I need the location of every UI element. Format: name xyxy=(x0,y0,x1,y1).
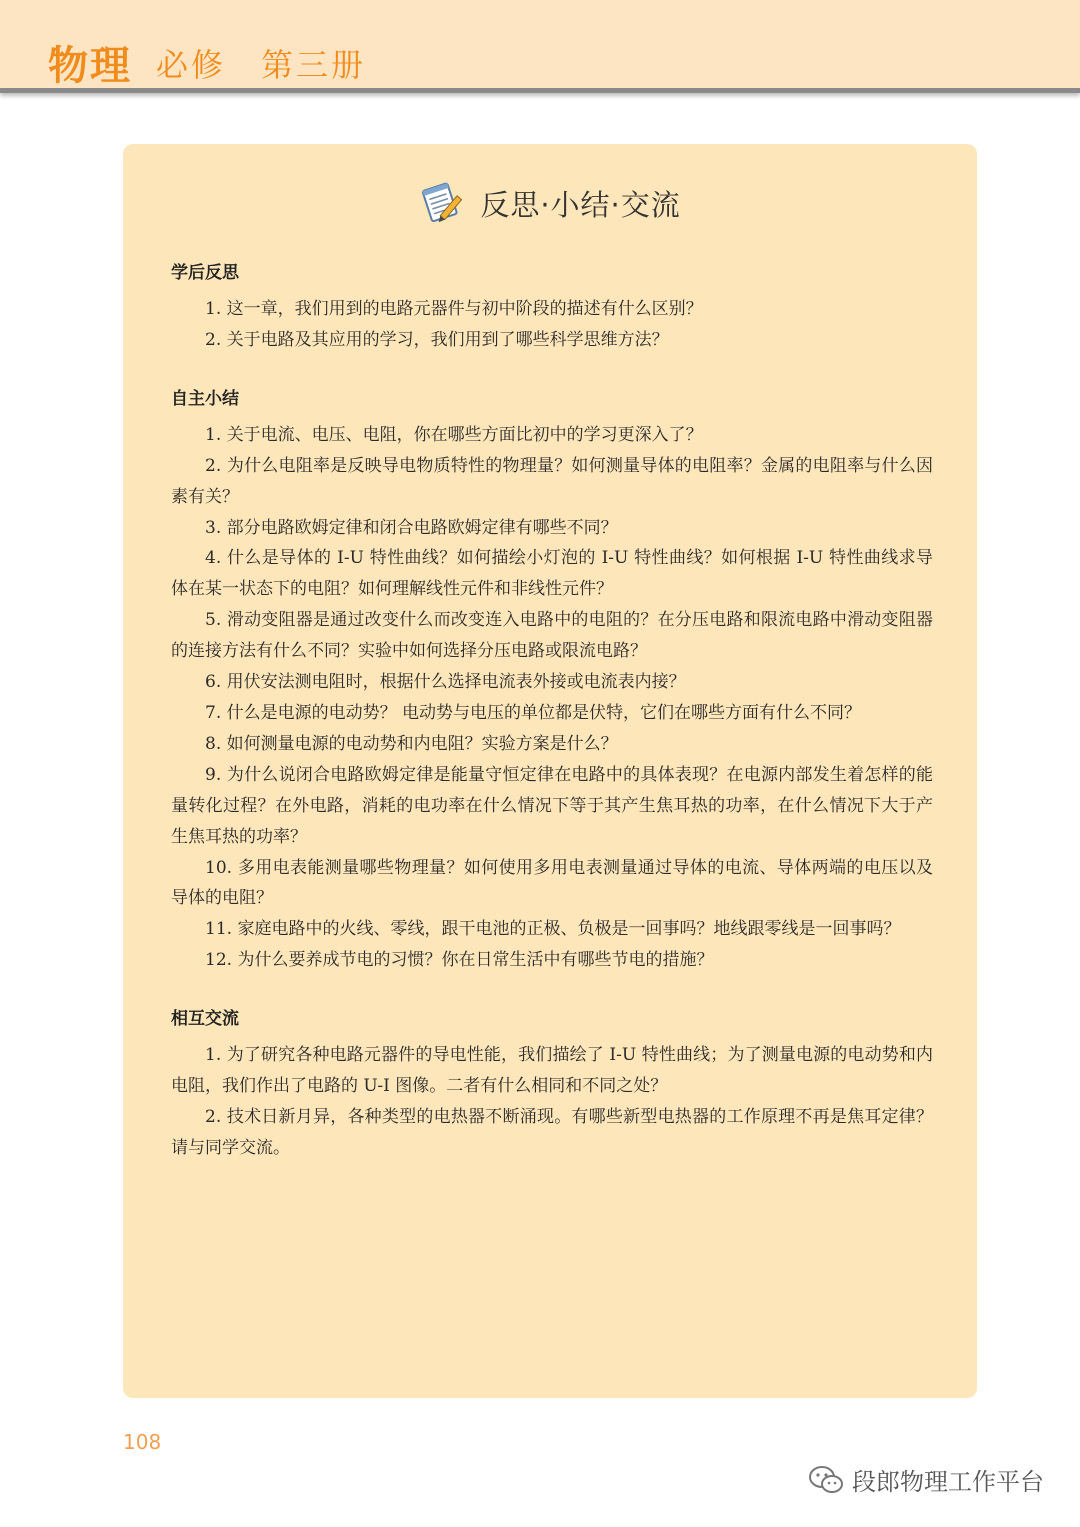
section-exchange xyxy=(171,1006,933,1164)
question-item: 3. 部分电路欧姆定律和闭合电路欧姆定律有哪些不同？ xyxy=(205,517,618,538)
volume-title: 必修 第三册 xyxy=(156,46,367,84)
section-title: 自主小结 xyxy=(171,388,239,409)
subject-title: 物理 xyxy=(48,43,132,89)
panel-title: 反思·小结·交流 xyxy=(480,187,681,222)
panel-title-row xyxy=(123,180,977,226)
watermark xyxy=(808,1462,1044,1497)
question-item: 7. 什么是电源的电动势？ 电动势与电压的单位都是伏特，它们在哪些方面有什么不同？ xyxy=(205,702,862,723)
question-item: 1. 关于电流、电压、电阻，你在哪些方面比初中的学习更深入了？ xyxy=(205,424,703,445)
question-item: 4. 什么是导体的 I-U 特性曲线？如何描绘小灯泡的 I-U 特性曲线？如何根据 I-U 特性曲线求导体在某一状态下的电阻？如何理解线性元件和非线性元件？ xyxy=(171,548,933,600)
question-item: 11. 家庭电路中的火线、零线，跟干电池的正极、负极是一回事吗？地线跟零线是一回事吗？ xyxy=(205,919,901,940)
question-item: 9. 为什么说闭合电路欧姆定律是能量守恒定律在电路中的具体表现？在电源内部发生着怎样的能量转化过程？在外电路，消耗的电功率在什么情况下等于其产生焦耳热的功率，在什么情况下大于产生焦耳热的功率？ xyxy=(171,764,933,847)
question-item: 2. 为什么电阻率是反映导电物质特性的物理量？如何测量导体的电阻率？金属的电阻率与什么因素有关？ xyxy=(171,455,933,507)
question-item: 6. 用伏安法测电阻时，根据什么选择电流表外接或电流表内接？ xyxy=(205,672,686,693)
question-item: 12. 为什么要养成节电的习惯？你在日常生活中有哪些节电的措施？ xyxy=(205,950,714,971)
summary-panel xyxy=(123,144,977,1398)
question-item: 1. 这一章，我们用到的电路元器件与初中阶段的描述有什么区别？ xyxy=(205,299,703,319)
wechat-icon xyxy=(808,1465,844,1495)
section-reflection xyxy=(171,260,933,356)
question-item: 8. 如何测量电源的电动势和内电阻？实验方案是什么？ xyxy=(205,733,618,754)
page-header xyxy=(0,0,1080,93)
page-number: 108 xyxy=(123,1430,162,1454)
question-item: 2. 技术日新月异，各种类型的电热器不断涌现。有哪些新型电热器的工作原理不再是焦耳定律？请与同学交流。 xyxy=(171,1106,933,1158)
watermark-text: 段郎物理工作平台 xyxy=(852,1468,1044,1496)
question-item: 1. 为了研究各种电路元器件的导电性能，我们描绘了 I-U 特性曲线；为了测量电源的电动势和内电阻，我们作出了电路的 U-I 图像。二者有什么相同和不同之处？ xyxy=(171,1045,933,1097)
section-title: 学后反思 xyxy=(171,263,239,283)
question-item: 2. 关于电路及其应用的学习，我们用到了哪些科学思维方法？ xyxy=(205,329,669,350)
section-self-summary xyxy=(171,386,933,976)
question-item: 5. 滑动变阻器是通过改变什么而改变连入电路中的电阻的？在分压电路和限流电路中滑动变阻器的连接方法有什么不同？实验中如何选择分压电路或限流电路？ xyxy=(171,610,933,662)
notepad-pencil-icon xyxy=(419,180,463,226)
section-title: 相互交流 xyxy=(171,1009,239,1030)
question-item: 10. 多用电表能测量哪些物理量？如何使用多用电表测量通过导体的电流、导体两端的电压以及导体的电阻？ xyxy=(171,857,933,909)
panel-content xyxy=(171,260,933,1194)
